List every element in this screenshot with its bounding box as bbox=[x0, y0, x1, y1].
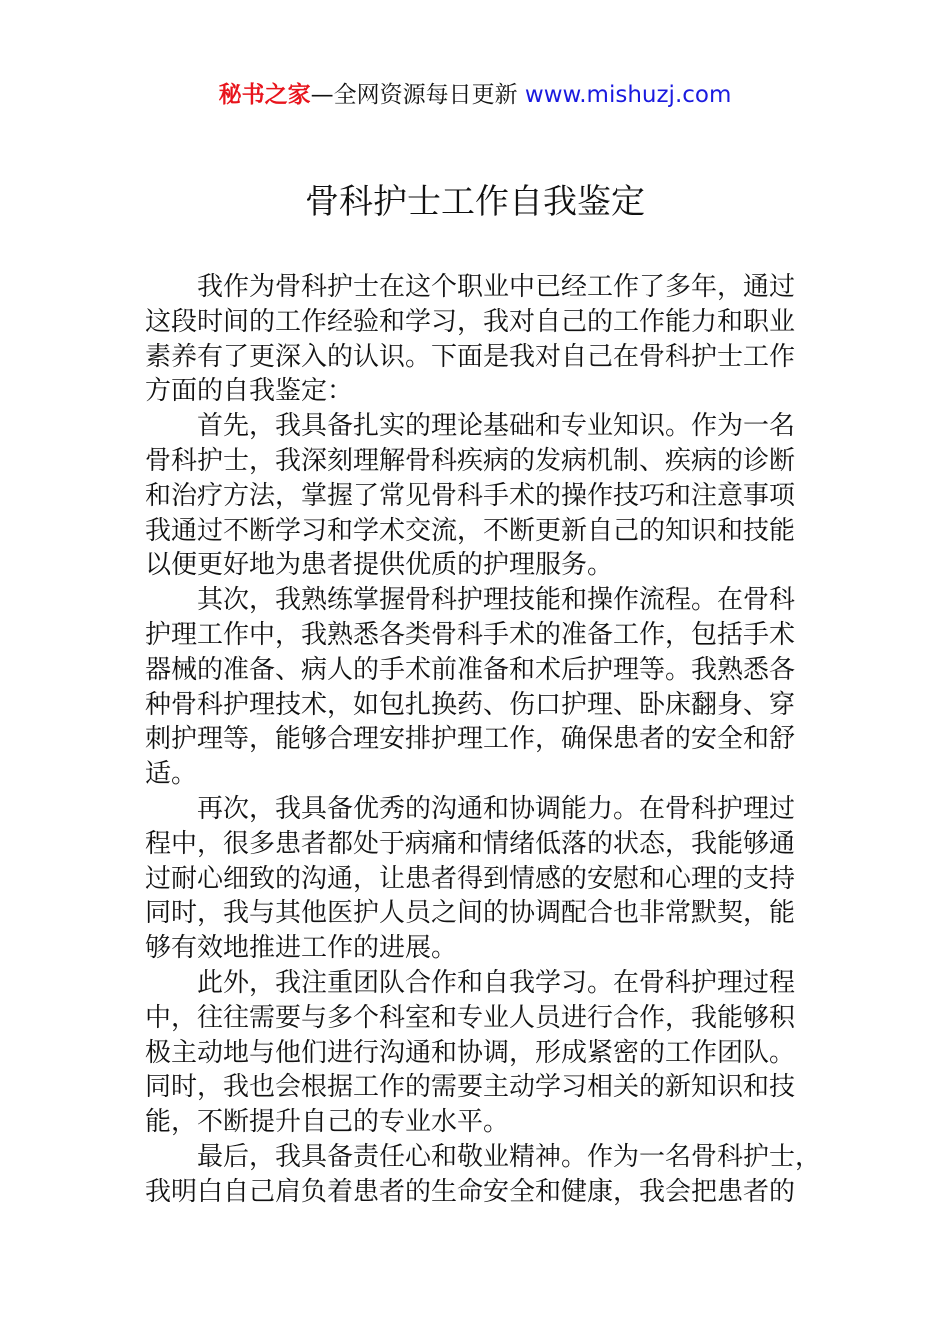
text-line: 够有效地推进工作的进展。 bbox=[145, 933, 458, 964]
site-url-link[interactable]: www.mishuzj.com bbox=[524, 82, 732, 108]
text-line: 骨科护士，我深刻理解骨科疾病的发病机制、疾病的诊断 bbox=[145, 445, 796, 476]
text-line: 同时，我也会根据工作的需要主动学习相关的新知识和技 bbox=[145, 1072, 796, 1103]
paragraph bbox=[145, 792, 805, 966]
text-line: 最后，我具备责任心和敬业精神。作为一名骨科护士， bbox=[197, 1141, 822, 1172]
document-body bbox=[145, 270, 822, 1210]
paragraph bbox=[145, 583, 805, 792]
text-line: 此外，我注重团队合作和自我学习。在骨科护理过程 bbox=[197, 967, 796, 998]
text-line: 以便更好地为患者提供优质的护理服务。 bbox=[145, 550, 614, 581]
text-line: 和治疗方法，掌握了常见骨科手术的操作技巧和注意事项 bbox=[145, 480, 796, 511]
text-line: 这段时间的工作经验和学习，我对自己的工作能力和职业 bbox=[145, 306, 796, 337]
paragraph bbox=[145, 1140, 822, 1210]
text-line: 极主动地与他们进行沟通和协调，形成紧密的工作团队。 bbox=[145, 1037, 796, 1068]
text-line: 素养有了更深入的认识。下面是我对自己在骨科护士工作 bbox=[145, 341, 796, 372]
text-line: 我通过不断学习和学术交流，不断更新自己的知识和技能 bbox=[145, 515, 796, 546]
text-line: 刺护理等，能够合理安排护理工作，确保患者的安全和舒 bbox=[145, 724, 796, 755]
site-header bbox=[0, 80, 950, 110]
text-line: 程中，很多患者都处于病痛和情绪低落的状态，我能够通 bbox=[145, 828, 796, 859]
document-title: 骨科护士工作自我鉴定 bbox=[305, 182, 645, 222]
brand-name: 秘书之家 bbox=[218, 82, 311, 108]
text-line: 再次，我具备优秀的沟通和协调能力。在骨科护理过 bbox=[197, 793, 796, 824]
text-line: 同时，我与其他医护人员之间的协调配合也非常默契，能 bbox=[145, 898, 796, 929]
text-line: 我明白自己肩负着患者的生命安全和健康，我会把患者的 bbox=[145, 1176, 796, 1207]
text-line: 适。 bbox=[145, 759, 198, 790]
paragraph bbox=[145, 270, 805, 409]
paragraph bbox=[145, 409, 805, 583]
text-line: 中，往往需要与多个科室和专业人员进行合作，我能够积 bbox=[145, 1002, 796, 1033]
text-line: 其次，我熟练掌握骨科护理技能和操作流程。在骨科 bbox=[197, 585, 796, 616]
text-line: 方面的自我鉴定： bbox=[145, 376, 354, 407]
text-line: 种骨科护理技术，如包扎换药、伤口护理、卧床翻身、穿 bbox=[145, 689, 796, 720]
text-line: 首先，我具备扎实的理论基础和专业知识。作为一名 bbox=[197, 411, 796, 442]
text-line: 我作为骨科护士在这个职业中已经工作了多年，通过 bbox=[197, 272, 796, 302]
header-tagline: —全网资源每日更新 bbox=[310, 82, 525, 108]
text-line: 器械的准备、病人的手术前准备和术后护理等。我熟悉各 bbox=[145, 654, 796, 685]
text-line: 能，不断提升自己的专业水平。 bbox=[145, 1107, 510, 1138]
paragraph bbox=[145, 966, 805, 1140]
text-line: 护理工作中，我熟悉各类骨科手术的准备工作，包括手术 bbox=[145, 619, 796, 650]
text-line: 过耐心细致的沟通，让患者得到情感的安慰和心理的支持 bbox=[145, 863, 796, 894]
